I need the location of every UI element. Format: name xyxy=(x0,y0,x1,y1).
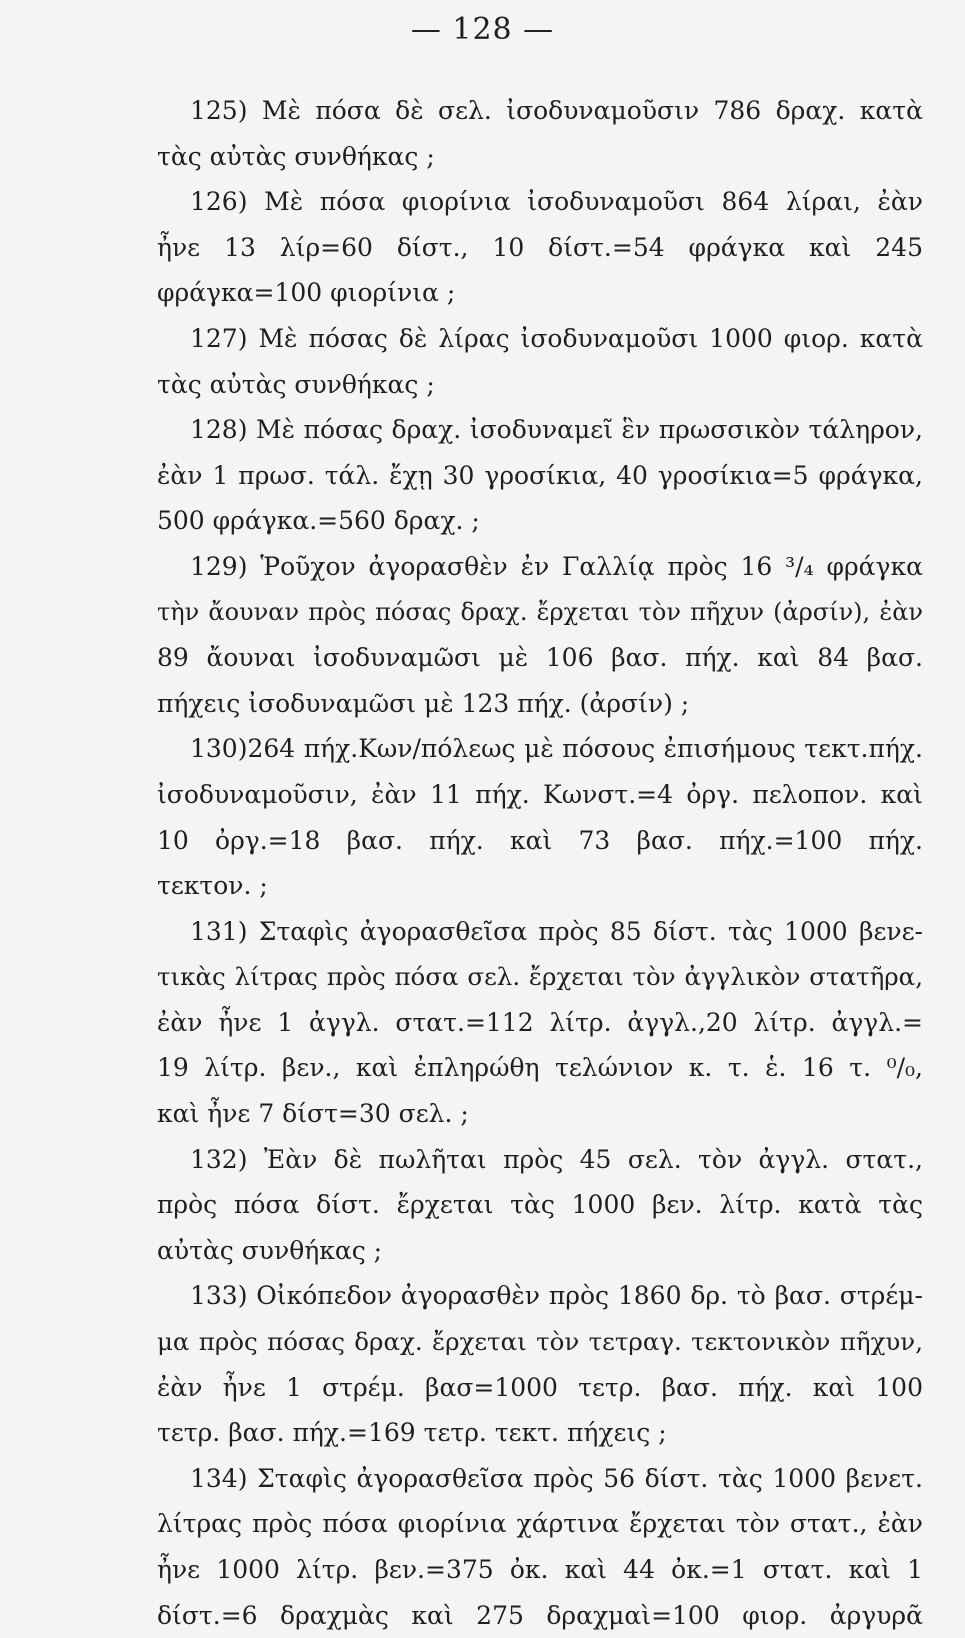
text-line: λίτρας πρὸς πόσα φιορίνια χάρτινα ἔρχεται τὸν στατ., ἐὰν xyxy=(157,1509,923,1539)
text-line: ἐὰν 1 πρωσ. τάλ. ἔχῃ 30 γροσίκια, 40 γροσίκια=5 φράγκα, xyxy=(157,460,923,490)
text-line: 126) Μὲ πόσα φιορίνια ἰσοδυναμοῦσι 864 λίραι, ἐὰν xyxy=(190,187,923,217)
text-line: 127) Μὲ πόσας δὲ λίρας ἰσοδυναμοῦσι 1000 φιορ. κατὰ xyxy=(190,323,923,353)
text-line: πρὸς πόσα δίστ. ἔρχεται τὰς 1000 βεν. λίτρ. κατὰ τὰς xyxy=(157,1190,923,1220)
text-line: 10 ὀργ.=18 βασ. πήχ. καὶ 73 βασ. πήχ.=100 πήχ. xyxy=(157,825,923,855)
text-line: 134) Σταφὶς ἀγορασθεῖσα πρὸς 56 δίστ. τὰς 1000 βενετ. xyxy=(190,1463,923,1493)
text-line: τεκτον. ; xyxy=(157,871,268,901)
text-line: 125) Μὲ πόσα δὲ σελ. ἰσοδυναμοῦσιν 786 δραχ. κατὰ xyxy=(190,96,923,125)
text-line: τετρ. βασ. πήχ.=169 τετρ. τεκτ. πήχεις ; xyxy=(157,1418,667,1448)
text-line: τὰς αὐτὰς συνθήκας ; xyxy=(157,369,435,399)
text-line: 89 ἄουναι ἰσοδυναμῶσι μὲ 106 βασ. πήχ. καὶ 84 βασ. xyxy=(157,643,923,673)
text-line: μα πρὸς πόσας δραχ. ἔρχεται τὸν τετραγ. τεκτονικὸν πῆχυν, xyxy=(157,1327,923,1357)
text-line: 133) Οἰκόπεδον ἀγορασθὲν πρὸς 1860 δρ. τὸ βασ. στρέμ- xyxy=(190,1281,923,1311)
text-line: φράγκα=100 φιορίνια ; xyxy=(157,278,456,308)
page-number: — 128 — xyxy=(410,12,555,47)
text-line: τὴν ἄουναν πρὸς πόσας δραχ. ἔρχεται τὸν πῆχυν (ἀρσίν), ἐὰν xyxy=(157,597,923,626)
text-line: ἐὰν ἦνε 1 ἀγγλ. στατ.=112 λίτρ. ἀγγλ.,20 λίτρ. ἀγγλ.= xyxy=(157,1007,923,1037)
text-line: 130)264 πήχ.Κων/πόλεως μὲ πόσους ἐπισήμους τεκτ.πήχ. xyxy=(190,734,923,764)
text-line: δίστ.=6 δραχμὰς καὶ 275 δραχμαὶ=100 φιορ. ἀργυρᾶ xyxy=(157,1600,923,1630)
text-line: ἦνε 1000 λίτρ. βεν.=375 ὀκ. καὶ 44 ὀκ.=1 στατ. καὶ 1 xyxy=(157,1555,923,1584)
text-line: 132) Ἐὰν δὲ πωλῆται πρὸς 45 σελ. τὸν ἀγγλ. στατ., xyxy=(190,1144,923,1174)
text-line: καὶ ἦνε 7 δίστ=30 σελ. ; xyxy=(157,1099,469,1129)
text-line: ἰσοδυναμοῦσιν, ἐὰν 11 πήχ. Κωνστ.=4 ὀργ. πελοπον. καὶ xyxy=(157,779,923,809)
text-line: αὐτὰς συνθήκας ; xyxy=(157,1235,383,1265)
text-line: 500 φράγκα.=560 δραχ. ; xyxy=(157,506,480,536)
text-line: 131) Σταφὶς ἀγορασθεῖσα πρὸς 85 δίστ. τὰς 1000 βενε- xyxy=(190,916,923,946)
text-line: 129) Ῥοῦχον ἀγορασθὲν ἐν Γαλλίᾳ πρὸς 16 ³/₄ φράγκα xyxy=(190,551,923,581)
text-line: 128) Μὲ πόσας δραχ. ἰσοδυναμεῖ ἓν πρωσσικὸν τάληρον, xyxy=(190,415,923,445)
text-line: ἐὰν ἦνε 1 στρέμ. βασ=1000 τετρ. βασ. πήχ. καὶ 100 xyxy=(157,1372,923,1402)
text-line: τικὰς λίτρας πρὸς πόσα σελ. ἔρχεται τὸν ἀγγλικὸν στατῆρα, xyxy=(157,962,923,992)
text-line: ἦνε 13 λίρ=60 δίστ., 10 δίστ.=54 φράγκα καὶ 245 xyxy=(157,232,923,262)
problem-text xyxy=(157,88,923,1638)
text-line: πήχεις ἰσοδυναμῶσι μὲ 123 πήχ. (ἀρσίν) ; xyxy=(157,688,690,718)
text-line: 19 λίτρ. βεν., καὶ ἐπληρώθη τελώνιον κ. τ. ἑ. 16 τ. ⁰/₀, xyxy=(157,1053,923,1083)
text-line: τὰς αὐτὰς συνθήκας ; xyxy=(157,141,435,171)
